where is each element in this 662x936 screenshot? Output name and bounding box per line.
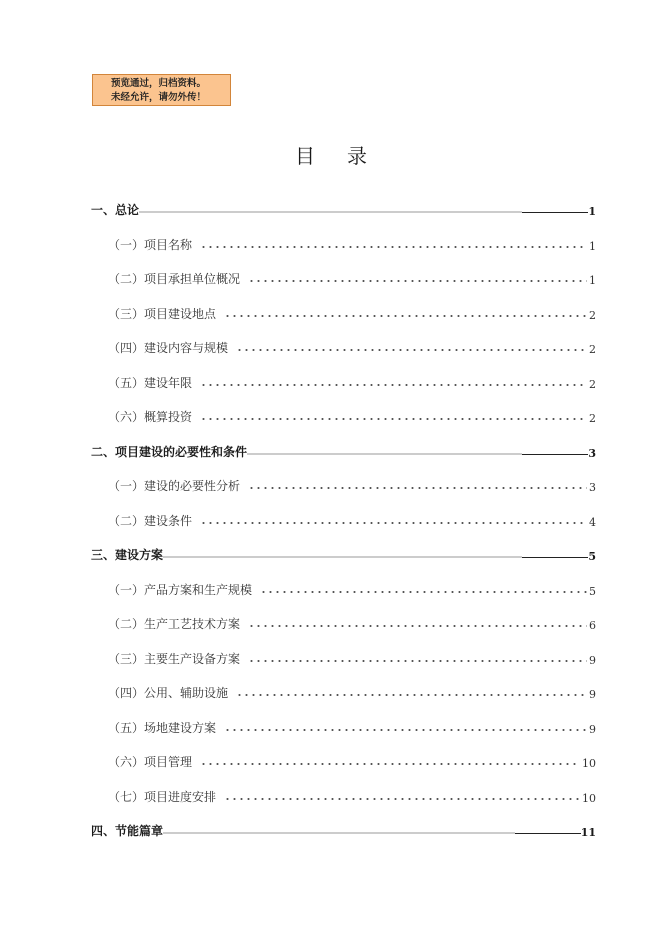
toc-dot-leader (224, 729, 587, 731)
toc-subsection-entry[interactable] (108, 267, 596, 287)
toc-page-number: 6 (589, 619, 596, 632)
toc-entry-label: （二）建设条件 (108, 513, 193, 528)
toc-section-entry[interactable] (91, 819, 596, 839)
toc-dot-leader (247, 453, 522, 455)
stamp-line-1: 预览通过，归档资料。 (111, 78, 207, 89)
toc-dot-leader (260, 591, 587, 593)
toc-dot-leader (200, 522, 587, 524)
toc-page-number: 5 (589, 584, 596, 598)
toc-dot-leader (248, 625, 587, 627)
toc-dot-leader (200, 384, 587, 386)
toc-dot-leader (200, 246, 587, 248)
toc-section-entry[interactable] (91, 198, 596, 218)
toc-page-number: 9 (589, 688, 596, 701)
toc-page-number: 2 (589, 343, 596, 356)
toc-subsection-entry[interactable] (108, 681, 596, 701)
toc-section-entry[interactable] (91, 543, 596, 563)
toc-subsection-entry[interactable] (108, 405, 596, 425)
page-title: 目录 (295, 144, 399, 168)
toc-dot-leader (163, 556, 522, 558)
toc-dot-leader (224, 315, 587, 317)
toc-entry-label: （三）主要生产设备方案 (108, 651, 241, 666)
toc-subsection-entry[interactable] (108, 336, 596, 356)
toc-dot-leader (139, 211, 522, 213)
toc-page-number: 2 (589, 308, 596, 322)
toc-dot-leader (224, 798, 580, 800)
toc-page-number: 1 (589, 239, 596, 253)
toc-dot-leader (248, 487, 587, 489)
toc-entry-label: （一）项目名称 (108, 237, 193, 252)
toc-entry-label: （五）场地建设方案 (108, 720, 217, 735)
toc-subsection-entry[interactable] (108, 302, 596, 322)
toc-entry-label: 一、总论 (91, 203, 140, 217)
toc-entry-label: （一）建设的必要性分析 (108, 479, 241, 493)
toc-page-number: 3 (588, 446, 596, 460)
toc-dot-leader (248, 280, 587, 282)
toc-dot-leader (200, 418, 587, 420)
toc-entry-label: （三）项目建设地点 (108, 306, 217, 321)
toc-entry-label: （六）项目管理 (108, 755, 193, 769)
toc-subsection-entry[interactable] (108, 578, 596, 598)
toc-section-entry[interactable] (91, 440, 596, 460)
toc-page-number: 2 (589, 412, 596, 425)
toc-entry-label: （七）项目进度安排 (108, 789, 217, 804)
toc-entry-label: （二）生产工艺技术方案 (108, 617, 241, 631)
toc-page-number: 9 (589, 653, 596, 667)
toc-page-number: 4 (589, 515, 596, 529)
toc-dot-leader (236, 349, 587, 351)
toc-subsection-entry[interactable] (108, 474, 596, 494)
toc-entry-label: （二）项目承担单位概况 (108, 272, 241, 286)
toc-subsection-entry[interactable] (108, 612, 596, 632)
toc-subsection-entry[interactable] (108, 750, 596, 770)
toc-entry-label: （一）产品方案和生产规模 (108, 582, 253, 597)
toc-dot-leader (236, 694, 587, 696)
toc-subsection-entry[interactable] (108, 233, 596, 253)
toc-leader-rule (515, 833, 581, 834)
stamp-line-2: 未经允许，请勿外传！ (111, 92, 207, 103)
toc-dot-leader (248, 660, 587, 662)
toc-page-number: 11 (580, 826, 596, 839)
toc-subsection-entry[interactable] (108, 716, 596, 736)
toc-entry-label: （五）建设年限 (108, 375, 193, 390)
toc-leader-rule (522, 454, 588, 455)
toc-entry-label: 二、项目建设的必要性和条件 (91, 444, 248, 459)
toc-dot-leader (200, 763, 580, 765)
toc-entry-label: 四、节能篇章 (91, 824, 164, 838)
toc-page-number: 3 (589, 481, 596, 494)
toc-page-number: 5 (588, 550, 596, 563)
toc-subsection-entry[interactable] (108, 371, 596, 391)
toc-subsection-entry[interactable] (108, 785, 596, 805)
toc-entry-label: 三、建设方案 (91, 548, 164, 562)
toc-entry-label: （六）概算投资 (108, 410, 193, 424)
toc-page-number: 10 (582, 757, 596, 770)
toc-dot-leader (163, 832, 515, 834)
toc-page-number: 1 (588, 205, 596, 218)
toc-page-number: 9 (589, 722, 596, 736)
toc-leader-rule (522, 557, 588, 558)
toc-page-number: 2 (589, 377, 596, 391)
toc-leader-rule (522, 212, 588, 213)
toc-entry-label: （四）公用、辅助设施 (108, 686, 229, 700)
toc-subsection-entry[interactable] (108, 647, 596, 667)
toc-subsection-entry[interactable] (108, 509, 596, 529)
toc-page-number: 10 (582, 791, 596, 805)
toc-page-number: 1 (589, 274, 596, 287)
toc-entry-label: （四）建设内容与规模 (108, 341, 229, 355)
